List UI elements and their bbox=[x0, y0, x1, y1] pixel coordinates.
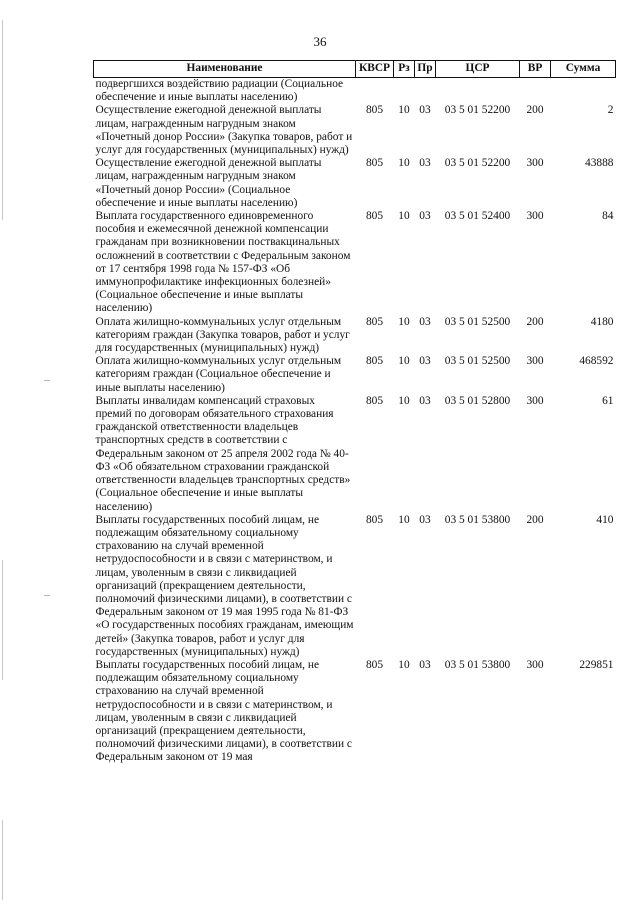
column-header-pr: Пр bbox=[415, 61, 436, 78]
cell-vr: 300 bbox=[526, 394, 544, 407]
column-header-kvsr: КВСР bbox=[356, 61, 394, 78]
cell-sum: 2 bbox=[607, 104, 614, 117]
cell-rz: 10 bbox=[398, 658, 410, 671]
cell-csr: 03 5 01 52400 bbox=[444, 210, 511, 223]
cell-name: Оплата жилищно-коммунальных услуг отдельным категориям граждан (Социальное обеспечение и иные выплаты населению) bbox=[95, 355, 342, 394]
cell-sum: 43888 bbox=[585, 157, 614, 170]
cell-kvsr: 805 bbox=[365, 157, 384, 170]
cell-kvsr: 805 bbox=[365, 355, 384, 368]
table-row bbox=[94, 395, 616, 514]
cell-rz: 10 bbox=[398, 157, 410, 170]
table-row bbox=[94, 659, 616, 765]
cell-name: Осуществление ежегодной денежной выплаты лицам, награжденным нагрудным знаком «Почетный донор России» (Социальное обеспечение и иные выплаты населению) bbox=[95, 157, 322, 209]
cell-vr: 300 bbox=[526, 157, 544, 170]
cell-pr: 03 bbox=[419, 513, 431, 526]
cell-rz bbox=[394, 78, 415, 105]
cell-name: Оплата жилищно-коммунальных услуг отдельным категориям граждан (Закупка товаров, работ и услуг для государственных (муниципальных) нужд) bbox=[95, 315, 350, 355]
cell-csr: 03 5 01 52500 bbox=[444, 355, 511, 368]
cell-pr: 03 bbox=[419, 355, 431, 368]
column-header-sum: Сумма bbox=[551, 61, 616, 78]
scan-edge-line bbox=[2, 820, 3, 900]
scan-margin-mark bbox=[44, 595, 50, 596]
cell-sum: 410 bbox=[596, 513, 614, 526]
table-row bbox=[94, 157, 616, 210]
cell-csr: 03 5 01 53800 bbox=[444, 513, 511, 526]
cell-sum: 229851 bbox=[579, 658, 614, 671]
budget-table bbox=[93, 60, 616, 765]
cell-name: Выплаты государственных пособий лицам, не подлежащим обязательному социальному страхованию на случай временной нетрудоспособности и в связи с материнством, и лицам, уволенным в связи с ликвидацией организаций (прекращением деятельности, полномочий физическими лицами), в соответствии с Федеральным законом от 19 мая 1995 года № 81-ФЗ «О государственных пособиях гражданам, имеющим детей» (Закупка товаров, работ и услуг для государственных (муниципальных) нужд) bbox=[95, 513, 354, 658]
cell-pr bbox=[415, 78, 436, 105]
cell-sum: 468592 bbox=[579, 355, 614, 368]
table-row bbox=[94, 355, 616, 395]
cell-vr: 300 bbox=[526, 658, 544, 671]
cell-vr: 200 bbox=[526, 104, 544, 117]
cell-name: Выплата государственного единовременного пособия и ежемесячной денежной компенсации гражданам при возникновении поствакцинальных осложнений в соответствии с Федеральным законом от 17 сентября 1998 года № 157-ФЗ «Об иммунопрофилактике инфекционных болезней» (Социальное обеспечение и иные выплаты населению) bbox=[95, 210, 351, 315]
column-header-vr: ВР bbox=[520, 61, 551, 78]
cell-csr bbox=[436, 78, 520, 105]
cell-kvsr: 805 bbox=[365, 315, 384, 328]
cell-sum bbox=[551, 78, 616, 105]
cell-pr: 03 bbox=[419, 394, 431, 407]
cell-rz: 10 bbox=[398, 315, 410, 328]
cell-vr: 300 bbox=[526, 210, 544, 223]
cell-kvsr bbox=[356, 78, 394, 105]
cell-pr: 03 bbox=[419, 157, 431, 170]
cell-csr: 03 5 01 52200 bbox=[444, 157, 511, 170]
column-header-name: Наименование bbox=[94, 61, 356, 78]
cell-sum: 84 bbox=[602, 210, 614, 223]
cell-vr: 200 bbox=[526, 513, 544, 526]
cell-csr: 03 5 01 52500 bbox=[444, 315, 511, 328]
cell-rz: 10 bbox=[398, 104, 410, 117]
cell-csr: 03 5 01 52800 bbox=[444, 394, 511, 407]
page-number: 36 bbox=[313, 34, 327, 49]
column-header-rz: Рз bbox=[394, 61, 415, 78]
cell-name: подвергшихся воздействию радиации (Социальное обеспечение и иные выплаты населению) bbox=[95, 78, 344, 104]
cell-pr: 03 bbox=[419, 210, 431, 223]
cell-kvsr: 805 bbox=[365, 513, 384, 526]
cell-kvsr: 805 bbox=[365, 104, 384, 117]
cell-csr: 03 5 01 52200 bbox=[444, 104, 511, 117]
cell-kvsr: 805 bbox=[365, 210, 384, 223]
cell-vr: 200 bbox=[526, 315, 544, 328]
scan-edge-line bbox=[2, 20, 3, 220]
cell-name: Осуществление ежегодной денежной выплаты лицам, награжденным нагрудным знаком «Почетный донор России» (Закупка товаров, работ и услуг для государственных (муниципальных) нужд) bbox=[95, 104, 353, 157]
table-row bbox=[94, 316, 616, 356]
cell-name: Выплаты государственных пособий лицам, не подлежащим обязательному социальному страхованию на случай временной нетрудоспособности и в связи с материнством, и лицам, уволенным в связи с ликвидацией организаций (прекращением деятельности, полномочий физическими лицами), в соответствии с Федеральным законом от 19 мая bbox=[95, 658, 352, 764]
table-header-row bbox=[94, 61, 616, 78]
cell-name: Выплаты инвалидам компенсаций страховых премий по договорам обязательного страхования гражданской ответственности владельцев транспортных средств в соответствии с Федеральным законом от 25 апреля 2002 года № 40-ФЗ «Об обязательном страховании гражданской ответственности владельцев транспортных средств» (Социальное обеспечение и иные выплаты населению) bbox=[95, 394, 351, 513]
column-header-csr: ЦСР bbox=[436, 61, 520, 78]
scan-edge-line bbox=[2, 560, 3, 680]
cell-pr: 03 bbox=[419, 658, 431, 671]
cell-kvsr: 805 bbox=[365, 394, 384, 407]
cell-rz: 10 bbox=[398, 355, 410, 368]
cell-pr: 03 bbox=[419, 315, 431, 328]
cell-sum: 4180 bbox=[590, 315, 614, 328]
cell-sum: 61 bbox=[602, 394, 614, 407]
cell-rz: 10 bbox=[398, 394, 410, 407]
cell-vr bbox=[520, 78, 551, 105]
table-row bbox=[94, 210, 616, 316]
scan-margin-mark bbox=[44, 380, 50, 381]
cell-vr: 300 bbox=[526, 355, 544, 368]
cell-rz: 10 bbox=[398, 513, 410, 526]
cell-kvsr: 805 bbox=[365, 658, 384, 671]
budget-table-container bbox=[93, 60, 615, 765]
cell-pr: 03 bbox=[419, 104, 431, 117]
cell-rz: 10 bbox=[398, 210, 410, 223]
table-row bbox=[94, 104, 616, 157]
table-row bbox=[94, 78, 616, 105]
table-row bbox=[94, 514, 616, 659]
cell-csr: 03 5 01 53800 bbox=[444, 658, 511, 671]
